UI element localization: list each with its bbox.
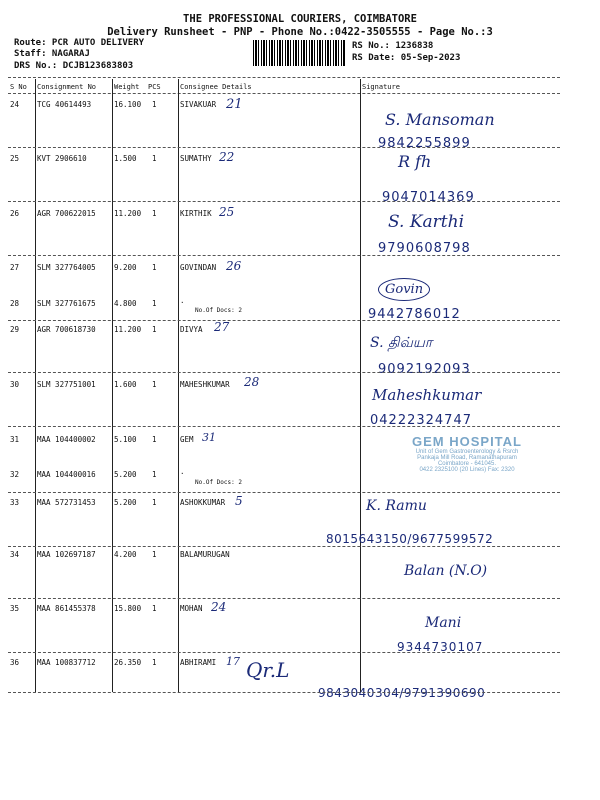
row-35-sno: 35 [10,604,20,613]
row-30-weight: 1.600 [114,380,137,389]
row-25-sno: 25 [10,154,20,163]
grid-line-4 [360,79,361,692]
row-31-pcs: 1 [152,435,157,444]
row-24-consignee: SIVAKUAR [180,100,217,109]
row-27-sno: 27 [10,263,20,272]
row-25-weight: 1.500 [114,154,137,163]
row-32-consignee: . [180,467,185,476]
row-31-handwritten-no: 31 [202,431,216,444]
row-32-consignment: MAA 104400016 [37,470,96,479]
row-30-pcs: 1 [152,380,157,389]
row-33-pcs: 1 [152,498,157,507]
row-33-weight: 5.200 [114,498,137,507]
col-signature: Signature [362,83,400,91]
row-34-pcs: 1 [152,550,157,559]
row-29-weight: 11.200 [114,325,142,334]
row-31-consignment: MAA 104400002 [37,435,96,444]
row-31-consignee: GEM [180,435,194,444]
row-26-consignment: AGR 700622015 [37,209,96,218]
row-24-weight: 16.100 [114,100,142,109]
rs-date: RS Date: 05-Sep-2023 [352,53,461,63]
row-35-consignment: MAA 861455378 [37,604,96,613]
row-32-rule [8,492,560,493]
row-24-rule [8,147,560,148]
row-24-consignment: TCG 40614493 [37,100,92,109]
row-27-handwritten-no: 26 [226,259,242,273]
row-26-weight: 11.200 [114,209,142,218]
hospital-stamp [372,434,562,473]
row-29-phone: 9092192093 [378,362,471,377]
row-27-signature: Govin [378,278,430,301]
row-36-weight: 26.350 [114,658,142,667]
row-26-sno: 26 [10,209,20,218]
stamp-name: GEM HOSPITAL [412,434,522,449]
row-35-signature: Mani [425,615,462,631]
row-35-weight: 15.800 [114,604,142,613]
row-25-phone: 9047014369 [382,190,475,205]
row-30-phone: 04222324747 [370,413,472,428]
row-28-consignment: SLM 327761675 [37,299,96,308]
row-32-sno: 32 [10,470,20,479]
company-title: THE PROFESSIONAL COURIERS, COIMBATORE [183,13,417,25]
row-34-sno: 34 [10,550,20,559]
row-24-phone: 9842255899 [378,136,471,151]
row-25-signature: R fh [398,152,432,171]
stamp-line3: Coimbatore - 641045. [437,461,497,467]
row-28-sno: 28 [10,299,20,308]
row-29-consignment: AGR 700618730 [37,325,96,334]
row-30-handwritten-no: 28 [244,375,260,389]
row-29-sno: 29 [10,325,20,334]
stamp-line4: 0422 2325100 (20 Lines) Fax: 2320 [419,467,515,473]
row-25-handwritten-no: 22 [219,150,235,164]
row-24-handwritten-no: 21 [226,97,243,112]
row-26-phone: 9790608798 [378,241,471,256]
row-26-signature: S. Karthi [388,212,465,232]
row-29-consignee: DIVYA [180,325,203,334]
row-32-weight: 5.200 [114,470,137,479]
row-30-signature: Maheshkumar [372,386,482,404]
row-32-pcs: 1 [152,470,157,479]
row-26-consignee: KIRTHIK [180,209,212,218]
barcode-image [253,40,346,66]
row-26-pcs: 1 [152,209,157,218]
row-29-rule [8,372,560,373]
row-36-phone: 9843040304/9791390690 [318,686,486,700]
row-28-weight: 4.800 [114,299,137,308]
row-25-consignee: SUMATHY [180,154,212,163]
row-36-rule [8,692,560,693]
row-24-sno: 24 [10,100,20,109]
row-34-signature: Balan (N.O) [404,563,488,579]
row-30-sno: 30 [10,380,20,389]
row-33-signature: K. Ramu [366,498,427,514]
row-27-consignment: SLM 327764005 [37,263,96,272]
row-28-docs: No.Of Docs: 2 [195,307,242,314]
row-36-sno: 36 [10,658,20,667]
row-26-handwritten-no: 25 [219,205,235,219]
grid-line-3 [178,79,179,692]
row-25-pcs: 1 [152,154,157,163]
row-33-sno: 33 [10,498,20,507]
row-30-consignment: SLM 327751001 [37,380,96,389]
runsheet-subtitle: Delivery Runsheet - PNP - Phone No.:0422-3505555 - Page No.:3 [107,26,493,38]
row-36-consignment: MAA 100837712 [37,658,96,667]
col-consignment: Consignment No [37,83,97,91]
row-34-rule [8,598,560,599]
row-25-rule [8,201,560,202]
row-33-consignee: ASHOKKUMAR [180,498,226,507]
row-36-signature: Qr.L [246,658,290,682]
row-33-handwritten-no: 5 [235,494,243,508]
row-35-rule [8,652,560,653]
col-weight: Weight [114,83,140,91]
grid-line-1 [35,79,36,692]
row-28-phone: 9442786012 [368,307,461,322]
row-33-rule [8,546,560,547]
row-28-consignee: . [180,296,185,305]
row-26-rule [8,255,560,256]
row-29-handwritten-no: 27 [214,320,230,334]
row-30-consignee: MAHESHKUMAR [180,380,230,389]
drs-label: DRS No.: DCJB123683803 [14,61,134,71]
row-28-rule [8,320,560,321]
row-36-consignee: ABHIRAMI [180,658,217,667]
row-25-consignment: KVT 2906610 [37,154,87,163]
route-label: Route: PCR AUTO DELIVERY [14,38,145,48]
row-35-handwritten-no: 24 [211,600,227,614]
row-35-consignee: MOHAN [180,604,203,613]
row-24-pcs: 1 [152,100,157,109]
row-29-pcs: 1 [152,325,157,334]
staff-label: Staff: NAGARAJ [14,49,90,59]
row-34-consignment: MAA 102697187 [37,550,96,559]
stamp-line1: Unit of Gem Gastroenterology & Rsrch [415,449,519,455]
row-27-weight: 9.200 [114,263,137,272]
row-33-consignment: MAA 572731453 [37,498,96,507]
row-33-phone: 8015643150/9677599572 [326,532,494,546]
stamp-line2: Pankaja Mill Road, Ramanathapuram [417,455,517,461]
row-36-pcs: 1 [152,658,157,667]
row-31-sno: 31 [10,435,20,444]
header-rule-bottom [8,93,560,94]
col-pcs: PCS [148,83,161,91]
row-34-weight: 4.200 [114,550,137,559]
col-consignee: Consignee Details [180,83,252,91]
row-32-docs: No.Of Docs: 2 [195,479,242,486]
row-27-pcs: 1 [152,263,157,272]
row-27-consignee: GOVINDAN [180,263,217,272]
grid-line-2 [112,79,113,692]
row-29-signature: S. திவ்யா [370,335,433,351]
row-24-signature: S. Mansoman [385,110,495,129]
header-rule-top [8,77,560,78]
row-36-handwritten-no: 17 [226,655,240,668]
row-34-consignee: BALAMURUGAN [180,550,230,559]
row-35-pcs: 1 [152,604,157,613]
row-30-rule [8,426,560,427]
col-sno: S No [10,83,27,91]
row-31-weight: 5.100 [114,435,137,444]
row-35-phone: 9344730107 [397,640,484,654]
row-28-pcs: 1 [152,299,157,308]
rs-number: RS No.: 1236838 [352,41,434,51]
